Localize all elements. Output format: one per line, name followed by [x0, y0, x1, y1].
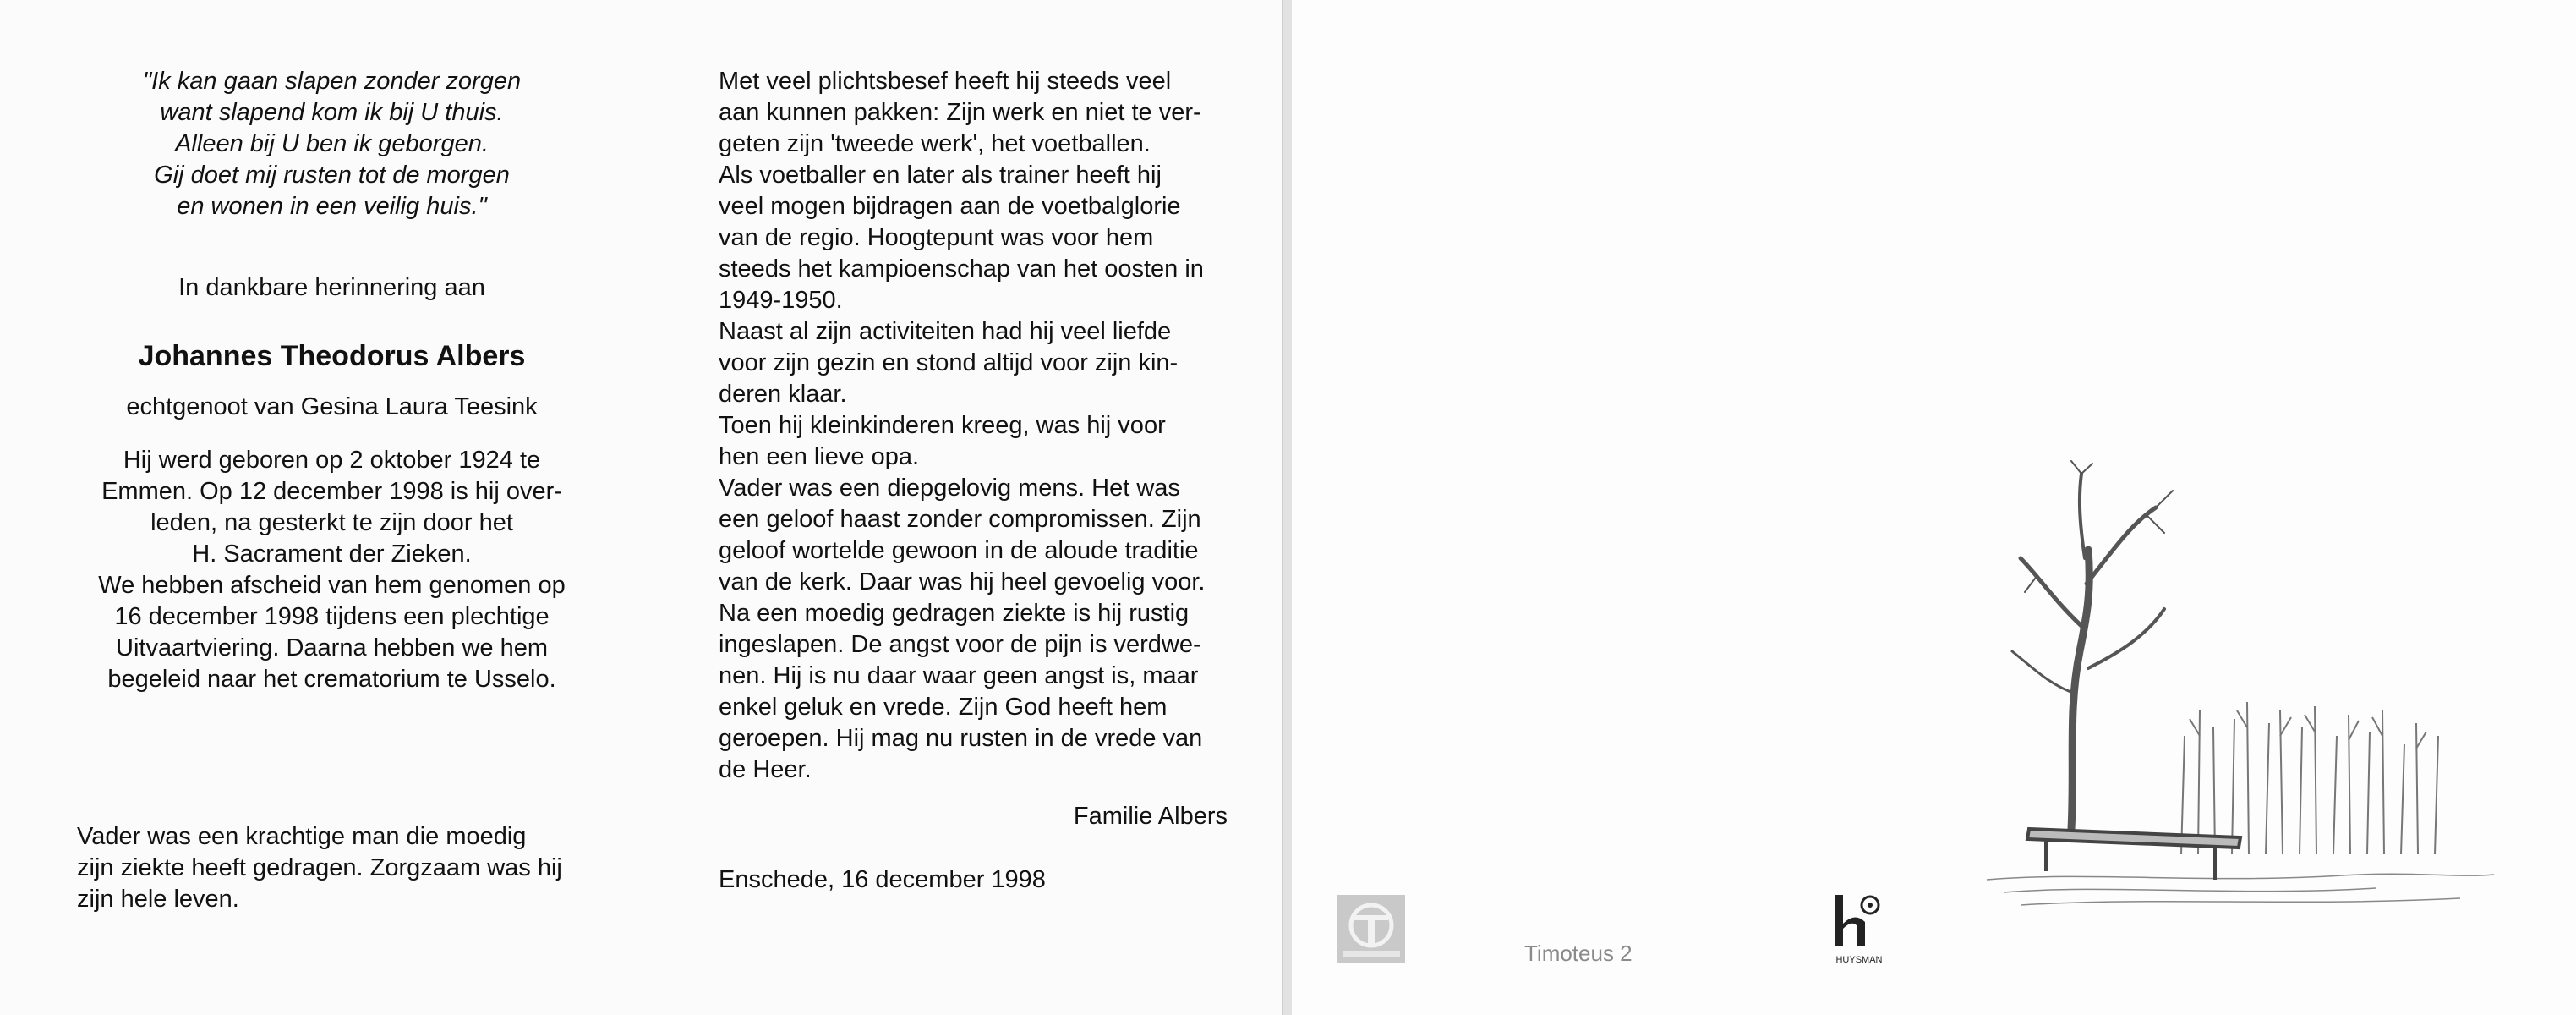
closing-line: Vader was een krachtige man die moedig	[77, 823, 527, 850]
poem-line: Gij doet mij rusten tot de morgen	[154, 162, 510, 189]
text-line: van de regio. Hoogtepunt was voor hem	[719, 224, 1154, 251]
text-line: voor zijn gezin en stond altijd voor zijn kin-	[719, 349, 1179, 376]
text-line: Na een moedig gedragen ziekte is hij rustig	[719, 600, 1190, 627]
text-line: deren klaar.	[719, 381, 847, 408]
deceased-name: Johannes Theodorus Albers	[138, 340, 526, 372]
text-line: Toen hij kleinkinderen kreeg, was hij voor	[719, 412, 1166, 439]
bio-line: Hij werd geboren op 2 oktober 1924 te	[123, 447, 541, 474]
memorial-text	[719, 66, 1228, 786]
text-line: Als voetballer en later als trainer heeft hij	[719, 162, 1162, 189]
card-fold	[1283, 0, 1292, 1015]
text-line: veel mogen bijdragen aan de voetbalglorie	[719, 193, 1181, 220]
svg-text:HUYSMAN: HUYSMAN	[1835, 955, 1883, 965]
text-line: van de kerk. Daar was hij heel gevoelig voor.	[719, 568, 1206, 595]
family-signature: Familie Albers	[1073, 803, 1228, 830]
text-line: ingeslapen. De angst voor de pijn is verdwe-	[719, 631, 1201, 658]
poem	[59, 66, 604, 222]
text-line: aan kunnen pakken: Zijn werk en niet te ver-	[719, 99, 1201, 126]
closing-line: zijn hele leven.	[77, 886, 239, 913]
text-line: Met veel plichtsbesef heeft hij steeds veel	[719, 68, 1172, 95]
bio-line: We hebben afscheid van hem genomen op	[98, 572, 566, 599]
bio-line: Emmen. Op 12 december 1998 is hij over-	[101, 478, 562, 505]
intro-text: In dankbare herinnering aan	[178, 274, 485, 301]
closing-line: zijn ziekte heeft gedragen. Zorgzaam was hij	[77, 854, 562, 881]
poem-line: want slapend kom ik bij U thuis.	[160, 99, 504, 126]
poem-line: en wonen in een veilig huis."	[177, 193, 487, 220]
bio-line: begeleid naar het crematorium te Usselo.	[107, 666, 556, 693]
text-line: hen een lieve opa.	[719, 443, 920, 470]
spouse-line: echtgenoot van Gesina Laura Teesink	[126, 393, 538, 420]
text-line: steeds het kampioenschap van het oosten in	[719, 255, 1204, 283]
left-column	[59, 66, 604, 695]
text-line: geten zijn 'tweede werk', het voetballen.	[719, 130, 1151, 157]
biography	[59, 445, 604, 695]
text-line: geroepen. Hij mag nu rusten in de vrede van	[719, 725, 1203, 752]
right-column	[719, 66, 1228, 896]
poem-line: Alleen bij U ben ik geborgen.	[175, 130, 489, 157]
text-line: nen. Hij is nu daar waar geen angst is, maar	[719, 662, 1199, 689]
bio-line: H. Sacrament der Zieken.	[192, 540, 472, 568]
huysman-logo-icon	[1829, 890, 1889, 971]
text-line: geloof wortelde gewoon in de aloude traditie	[719, 537, 1199, 564]
monument-logo-icon	[1337, 895, 1405, 963]
card-label: Timoteus 2	[1524, 941, 1633, 966]
card-inside-left	[0, 0, 1283, 1015]
text-line: een geloof haast zonder compromissen. Zijn	[719, 506, 1201, 533]
text-line: de Heer.	[719, 756, 812, 783]
text-line: 1949-1950.	[719, 287, 843, 314]
bio-line: leden, na gesterkt te zijn door het	[150, 509, 513, 536]
left-column-closing	[77, 821, 601, 915]
bio-line: Uitvaartviering. Daarna hebben we hem	[116, 634, 548, 661]
text-line: Naast al zijn activiteiten had hij veel liefde	[719, 318, 1172, 345]
text-line: Vader was een diepgelovig mens. Het was	[719, 475, 1180, 502]
tree-bench-illustration	[1987, 457, 2494, 914]
bio-line: 16 december 1998 tijdens een plechtige	[114, 603, 550, 630]
place-date: Enschede, 16 december 1998	[719, 866, 1046, 893]
text-line: enkel geluk en vrede. Zijn God heeft hem	[719, 694, 1168, 721]
poem-line: "Ik kan gaan slapen zonder zorgen	[142, 68, 522, 95]
